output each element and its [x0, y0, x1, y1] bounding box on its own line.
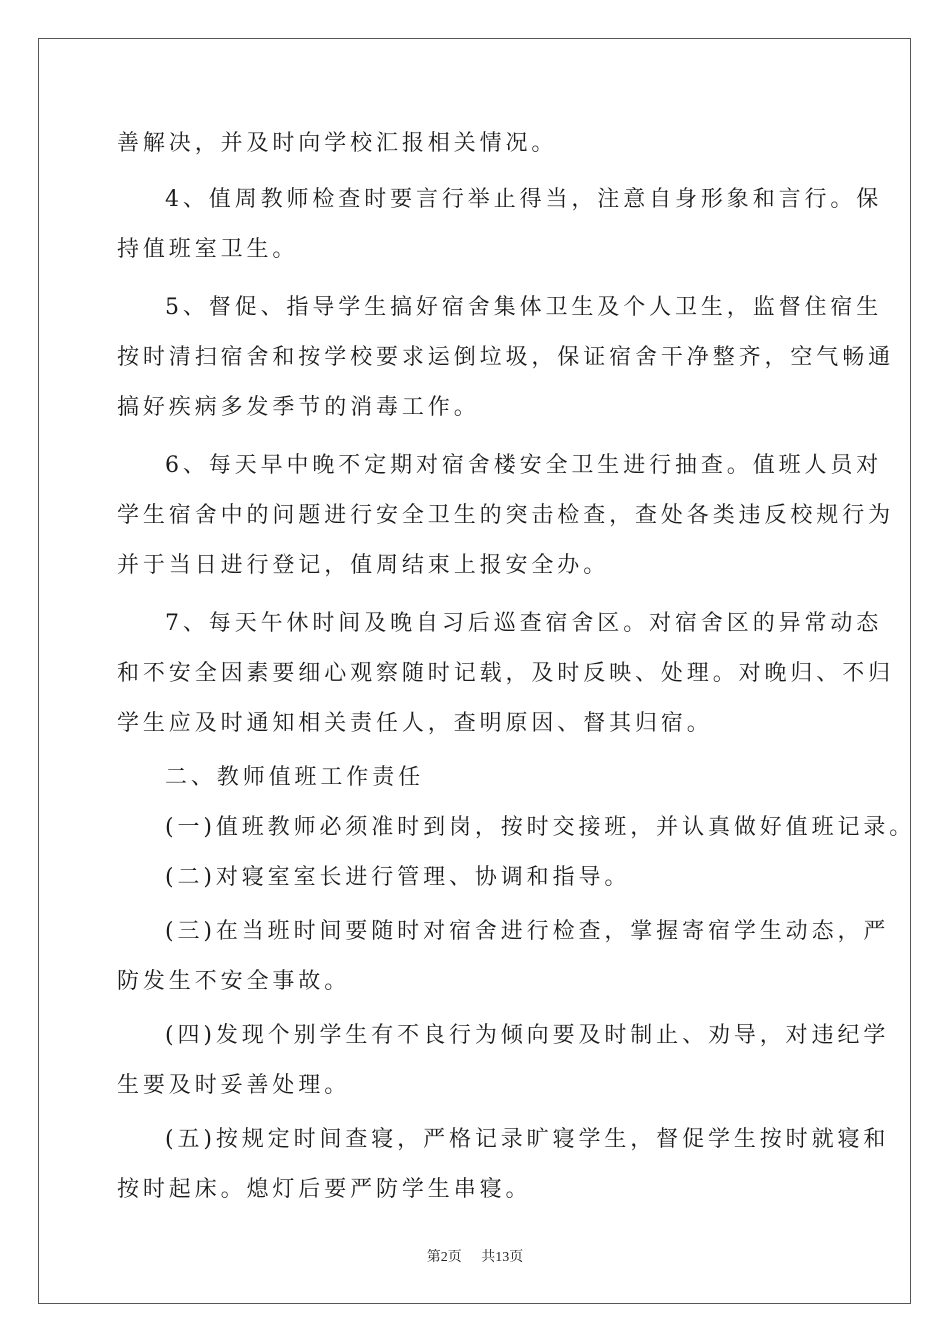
text-line: 学生应及时通知相关责任人，查明原因、督其归宿。 — [117, 711, 713, 736]
page-total: 共13页 — [481, 1250, 524, 1265]
text-line: 并于当日进行登记，值周结束上报安全办。 — [117, 553, 610, 578]
text-line: (二)对寝室室长进行管理、协调和指导。 — [165, 865, 631, 890]
text-line: 搞好疾病多发季节的消毒工作。 — [117, 395, 480, 420]
text-line: (四)发现个别学生有不良行为倾向要及时制止、劝导，对违纪学 — [165, 1023, 890, 1048]
text-line: 防发生不安全事故。 — [117, 969, 351, 994]
text-line: 按时清扫宿舍和按学校要求运倒垃圾，保证宿舍干净整齐，空气畅通 — [117, 345, 895, 370]
text-line: 持值班室卫生。 — [117, 237, 299, 262]
text-line: 6、每天早中晚不定期对宿舍楼安全卫生进行抽查。值班人员对 — [165, 453, 883, 478]
page-footer — [0, 1246, 950, 1266]
text-line: (一)值班教师必须准时到岗，按时交接班，并认真做好值班记录。 — [165, 815, 916, 840]
text-line: 4、值周教师检查时要言行举止得当，注意自身形象和言行。保 — [165, 187, 883, 212]
page-number: 第2页 — [426, 1250, 462, 1265]
text-line: 按时起床。熄灯后要严防学生串寝。 — [117, 1177, 532, 1202]
section-heading: 二、教师值班工作责任 — [165, 765, 425, 790]
text-line: (五)按规定时间查寝，严格记录旷寝学生，督促学生按时就寝和 — [165, 1127, 890, 1152]
text-line: 7、每天午休时间及晚自习后巡查宿舍区。对宿舍区的异常动态 — [165, 611, 883, 636]
text-line: 善解决，并及时向学校汇报相关情况。 — [117, 131, 558, 156]
text-line: 学生宿舍中的问题进行安全卫生的突击检查，查处各类违反校规行为 — [117, 503, 895, 528]
text-line: 和不安全因素要细心观察随时记载，及时反映、处理。对晚归、不归 — [117, 661, 895, 686]
text-line: 生要及时妥善处理。 — [117, 1073, 351, 1098]
text-line: (三)在当班时间要随时对宿舍进行检查，掌握寄宿学生动态，严 — [165, 919, 890, 944]
text-line: 5、督促、指导学生搞好宿舍集体卫生及个人卫生，监督住宿生 — [165, 295, 883, 320]
